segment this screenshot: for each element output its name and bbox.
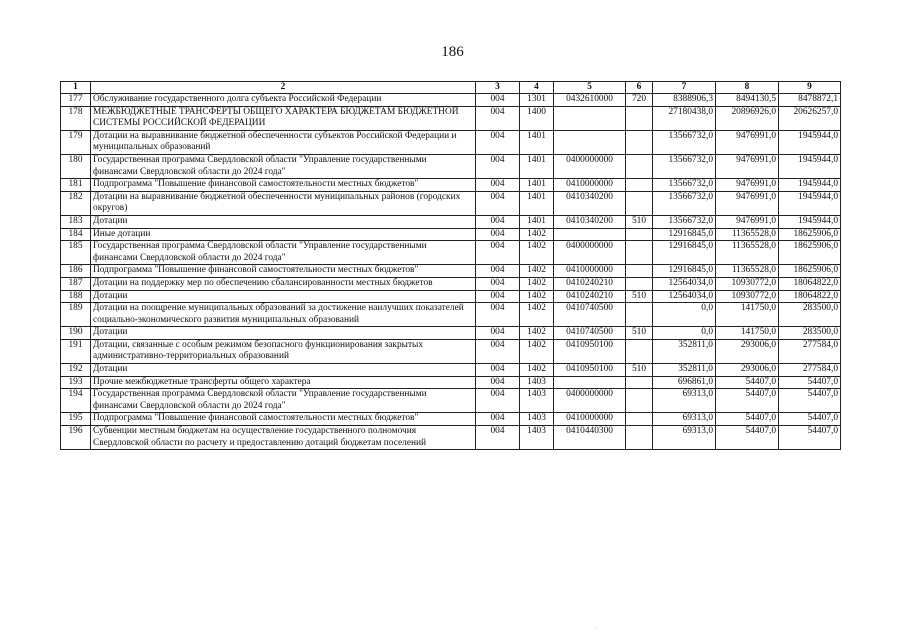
row-name-cell: Дотации <box>91 215 476 228</box>
row-number-cell: 192 <box>61 364 91 377</box>
target-code-cell: 0410340200 <box>554 191 626 215</box>
ministry-code-cell: 004 <box>476 130 520 154</box>
amount-col9-cell: 1945944,0 <box>779 179 841 192</box>
ministry-code-cell: 004 <box>476 191 520 215</box>
target-code-cell <box>554 106 626 130</box>
row-number-cell: 181 <box>61 179 91 192</box>
header-cell: 4 <box>520 82 554 94</box>
expense-type-cell <box>626 191 653 215</box>
header-cell: 7 <box>653 82 716 94</box>
row-name-cell: Подпрограмма "Повышение финансовой самостоятельности местных бюджетов" <box>91 413 476 426</box>
amount-col8-cell: 141750,0 <box>716 327 779 340</box>
amount-col8-cell: 10930772,0 <box>716 277 779 290</box>
ministry-code-cell: 004 <box>476 265 520 278</box>
row-number-cell: 182 <box>61 191 91 215</box>
section-code-cell: 1403 <box>520 413 554 426</box>
amount-col7-cell: 12916845,0 <box>653 265 716 278</box>
ministry-code-cell: 004 <box>476 327 520 340</box>
expense-type-cell <box>626 426 653 450</box>
expense-type-cell <box>626 339 653 363</box>
row-number-cell: 179 <box>61 130 91 154</box>
target-code-cell <box>554 130 626 154</box>
amount-col8-cell: 54407,0 <box>716 389 779 413</box>
amount-col7-cell: 12564034,0 <box>653 290 716 303</box>
target-code-cell: 0410000000 <box>554 179 626 192</box>
amount-col7-cell: 69313,0 <box>653 389 716 413</box>
table-row <box>61 241 841 265</box>
amount-col7-cell: 13566732,0 <box>653 130 716 154</box>
section-code-cell: 1402 <box>520 265 554 278</box>
table-row <box>61 339 841 363</box>
row-name-cell: Дотации <box>91 364 476 377</box>
section-code-cell: 1401 <box>520 215 554 228</box>
target-code-cell: 0410740500 <box>554 327 626 340</box>
row-name-cell: Государственная программа Свердловской области "Управление государственными финансами Свердловской области до 2024 года" <box>91 154 476 178</box>
row-number-cell: 191 <box>61 339 91 363</box>
amount-col7-cell: 69313,0 <box>653 413 716 426</box>
amount-col8-cell: 293006,0 <box>716 339 779 363</box>
ministry-code-cell: 004 <box>476 339 520 363</box>
row-number-cell: 190 <box>61 327 91 340</box>
amount-col9-cell: 277584,0 <box>779 339 841 363</box>
ministry-code-cell: 004 <box>476 426 520 450</box>
target-code-cell: 0410340200 <box>554 215 626 228</box>
section-code-cell: 1403 <box>520 389 554 413</box>
section-code-cell: 1402 <box>520 303 554 327</box>
row-name-cell: Иные дотации <box>91 228 476 241</box>
amount-col9-cell: 1945944,0 <box>779 191 841 215</box>
row-number-cell: 193 <box>61 376 91 389</box>
row-number-cell: 180 <box>61 154 91 178</box>
table-row <box>61 290 841 303</box>
section-code-cell: 1401 <box>520 179 554 192</box>
amount-col7-cell: 12916845,0 <box>653 241 716 265</box>
row-number-cell: 186 <box>61 265 91 278</box>
target-code-cell <box>554 376 626 389</box>
amount-col8-cell: 20896926,0 <box>716 106 779 130</box>
amount-col7-cell: 13566732,0 <box>653 154 716 178</box>
amount-col8-cell: 9476991,0 <box>716 130 779 154</box>
amount-col9-cell: 283500,0 <box>779 303 841 327</box>
amount-col9-cell: 18625906,0 <box>779 265 841 278</box>
row-number-cell: 183 <box>61 215 91 228</box>
amount-col7-cell: 13566732,0 <box>653 191 716 215</box>
amount-col7-cell: 27180438,0 <box>653 106 716 130</box>
row-name-cell: Дотации на поощрение муниципальных образований за достижение наилучших показателей социально-экономического развития муниципальных образований <box>91 303 476 327</box>
amount-col9-cell: 18625906,0 <box>779 228 841 241</box>
amount-col8-cell: 11365528,0 <box>716 265 779 278</box>
target-code-cell: 0410950100 <box>554 364 626 377</box>
amount-col7-cell: 12564034,0 <box>653 277 716 290</box>
expense-type-cell <box>626 413 653 426</box>
amount-col9-cell: 20626257,0 <box>779 106 841 130</box>
table-row <box>61 154 841 178</box>
amount-col9-cell: 54407,0 <box>779 426 841 450</box>
expense-type-cell <box>626 228 653 241</box>
expense-type-cell: 510 <box>626 290 653 303</box>
row-name-cell: Государственная программа Свердловской области "Управление государственными финансами Свердловской области до 2024 года" <box>91 241 476 265</box>
target-code-cell: 0400000000 <box>554 154 626 178</box>
target-code-cell: 0400000000 <box>554 389 626 413</box>
table-row <box>61 106 841 130</box>
ministry-code-cell: 004 <box>476 277 520 290</box>
amount-col7-cell: 696861,0 <box>653 376 716 389</box>
section-code-cell: 1402 <box>520 228 554 241</box>
table-row <box>61 215 841 228</box>
amount-col9-cell: 54407,0 <box>779 413 841 426</box>
header-cell: 2 <box>91 82 476 94</box>
ministry-code-cell: 004 <box>476 228 520 241</box>
row-name-cell: МЕЖБЮДЖЕТНЫЕ ТРАНСФЕРТЫ ОБЩЕГО ХАРАКТЕРА БЮДЖЕТАМ БЮДЖЕТНОЙ СИСТЕМЫ РОССИЙСКОЙ ФЕДЕРАЦИИ <box>91 106 476 130</box>
expense-type-cell <box>626 130 653 154</box>
header-cell: 5 <box>554 82 626 94</box>
row-name-cell: Дотации на поддержку мер по обеспечению сбалансированности местных бюджетов <box>91 277 476 290</box>
row-number-cell: 177 <box>61 94 91 107</box>
ministry-code-cell: 004 <box>476 413 520 426</box>
section-code-cell: 1301 <box>520 94 554 107</box>
section-code-cell: 1402 <box>520 277 554 290</box>
expense-type-cell <box>626 389 653 413</box>
amount-col9-cell: 18064822,0 <box>779 290 841 303</box>
table-row <box>61 327 841 340</box>
amount-col9-cell: 277584,0 <box>779 364 841 377</box>
budget-table <box>60 81 841 450</box>
table-row <box>61 265 841 278</box>
amount-col8-cell: 11365528,0 <box>716 228 779 241</box>
row-name-cell: Подпрограмма "Повышение финансовой самостоятельности местных бюджетов" <box>91 179 476 192</box>
table-row <box>61 413 841 426</box>
row-name-cell: Дотации на выравнивание бюджетной обеспеченности муниципальных районов (городских округов) <box>91 191 476 215</box>
target-code-cell: 0410000000 <box>554 413 626 426</box>
target-code-cell: 0410000000 <box>554 265 626 278</box>
ministry-code-cell: 004 <box>476 364 520 377</box>
table-row <box>61 179 841 192</box>
ministry-code-cell: 004 <box>476 389 520 413</box>
row-name-cell: Подпрограмма "Повышение финансовой самостоятельности местных бюджетов" <box>91 265 476 278</box>
ministry-code-cell: 004 <box>476 94 520 107</box>
header-cell: 3 <box>476 82 520 94</box>
amount-col8-cell: 11365528,0 <box>716 241 779 265</box>
expense-type-cell <box>626 179 653 192</box>
amount-col7-cell: 352811,0 <box>653 364 716 377</box>
table-row <box>61 277 841 290</box>
expense-type-cell <box>626 241 653 265</box>
amount-col7-cell: 352811,0 <box>653 339 716 363</box>
amount-col8-cell: 54407,0 <box>716 426 779 450</box>
expense-type-cell <box>626 154 653 178</box>
target-code-cell: 0432610000 <box>554 94 626 107</box>
target-code-cell: 0410740500 <box>554 303 626 327</box>
table-row <box>61 228 841 241</box>
table-row <box>61 389 841 413</box>
section-code-cell: 1402 <box>520 241 554 265</box>
amount-col7-cell: 0,0 <box>653 327 716 340</box>
section-code-cell: 1403 <box>520 426 554 450</box>
row-name-cell: Обслуживание государственного долга субъекта Российской Федерации <box>91 94 476 107</box>
ministry-code-cell: 004 <box>476 154 520 178</box>
table-row <box>61 426 841 450</box>
row-number-cell: 195 <box>61 413 91 426</box>
amount-col7-cell: 12916845,0 <box>653 228 716 241</box>
target-code-cell <box>554 228 626 241</box>
section-code-cell: 1402 <box>520 327 554 340</box>
table-row <box>61 191 841 215</box>
amount-col8-cell: 9476991,0 <box>716 154 779 178</box>
amount-col8-cell: 54407,0 <box>716 376 779 389</box>
row-name-cell: Дотации на выравнивание бюджетной обеспеченности субъектов Российской Федерации и муниципальных образований <box>91 130 476 154</box>
expense-type-cell: 510 <box>626 215 653 228</box>
row-name-cell: Дотации <box>91 290 476 303</box>
row-number-cell: 188 <box>61 290 91 303</box>
row-number-cell: 178 <box>61 106 91 130</box>
amount-col8-cell: 9476991,0 <box>716 179 779 192</box>
row-name-cell: Государственная программа Свердловской области "Управление государственными финансами Свердловской области до 2024 года" <box>91 389 476 413</box>
expense-type-cell <box>626 106 653 130</box>
ministry-code-cell: 004 <box>476 303 520 327</box>
row-name-cell: Прочие межбюджетные трансферты общего характера <box>91 376 476 389</box>
row-name-cell: Дотации <box>91 327 476 340</box>
section-code-cell: 1401 <box>520 154 554 178</box>
target-code-cell: 0410240210 <box>554 290 626 303</box>
row-number-cell: 194 <box>61 389 91 413</box>
table-row <box>61 303 841 327</box>
amount-col8-cell: 8494130,5 <box>716 94 779 107</box>
row-name-cell: Субвенции местным бюджетам на осуществление государственного полномочия Свердловской области по расчету и предоставлению дотаций бюджетам поселений <box>91 426 476 450</box>
section-code-cell: 1402 <box>520 364 554 377</box>
amount-col9-cell: 18064822,0 <box>779 277 841 290</box>
amount-col8-cell: 54407,0 <box>716 413 779 426</box>
row-number-cell: 185 <box>61 241 91 265</box>
amount-col9-cell: 283500,0 <box>779 327 841 340</box>
table-row <box>61 376 841 389</box>
ministry-code-cell: 004 <box>476 241 520 265</box>
table-row <box>61 364 841 377</box>
section-code-cell: 1401 <box>520 130 554 154</box>
section-code-cell: 1402 <box>520 290 554 303</box>
amount-col8-cell: 9476991,0 <box>716 191 779 215</box>
table-body <box>61 94 841 450</box>
amount-col7-cell: 0,0 <box>653 303 716 327</box>
ministry-code-cell: 004 <box>476 179 520 192</box>
amount-col7-cell: 13566732,0 <box>653 179 716 192</box>
row-name-cell: Дотации, связанные с особым режимом безопасного функционирования закрытых административно-территориальных образований <box>91 339 476 363</box>
amount-col8-cell: 10930772,0 <box>716 290 779 303</box>
target-code-cell: 0410440300 <box>554 426 626 450</box>
amount-col8-cell: 9476991,0 <box>716 215 779 228</box>
amount-col7-cell: 13566732,0 <box>653 215 716 228</box>
page-number: 186 <box>441 44 464 60</box>
header-cell: 9 <box>779 82 841 94</box>
expense-type-cell <box>626 277 653 290</box>
header-cell: 1 <box>61 82 91 94</box>
target-code-cell: 0410240210 <box>554 277 626 290</box>
amount-col9-cell: 8478872,1 <box>779 94 841 107</box>
amount-col9-cell: 1945944,0 <box>779 154 841 178</box>
ministry-code-cell: 004 <box>476 290 520 303</box>
expense-type-cell: 510 <box>626 364 653 377</box>
amount-col8-cell: 293006,0 <box>716 364 779 377</box>
row-number-cell: 184 <box>61 228 91 241</box>
row-number-cell: 187 <box>61 277 91 290</box>
table-row <box>61 94 841 107</box>
amount-col9-cell: 1945944,0 <box>779 130 841 154</box>
amount-col9-cell: 1945944,0 <box>779 215 841 228</box>
ministry-code-cell: 004 <box>476 376 520 389</box>
amount-col8-cell: 141750,0 <box>716 303 779 327</box>
row-number-cell: 196 <box>61 426 91 450</box>
ministry-code-cell: 004 <box>476 106 520 130</box>
section-code-cell: 1400 <box>520 106 554 130</box>
expense-type-cell <box>626 376 653 389</box>
expense-type-cell: 510 <box>626 327 653 340</box>
table-row <box>61 130 841 154</box>
ministry-code-cell: 004 <box>476 215 520 228</box>
amount-col7-cell: 8388906,3 <box>653 94 716 107</box>
header-row <box>61 82 841 94</box>
scan-dot: . <box>596 625 598 631</box>
row-number-cell: 189 <box>61 303 91 327</box>
section-code-cell: 1402 <box>520 339 554 363</box>
amount-col7-cell: 69313,0 <box>653 426 716 450</box>
header-cell: 8 <box>716 82 779 94</box>
amount-col9-cell: 18625906,0 <box>779 241 841 265</box>
expense-type-cell <box>626 265 653 278</box>
expense-type-cell: 720 <box>626 94 653 107</box>
header-cell: 6 <box>626 82 653 94</box>
amount-col9-cell: 54407,0 <box>779 389 841 413</box>
section-code-cell: 1401 <box>520 191 554 215</box>
target-code-cell: 0400000000 <box>554 241 626 265</box>
section-code-cell: 1403 <box>520 376 554 389</box>
amount-col9-cell: 54407,0 <box>779 376 841 389</box>
expense-type-cell <box>626 303 653 327</box>
target-code-cell: 0410950100 <box>554 339 626 363</box>
